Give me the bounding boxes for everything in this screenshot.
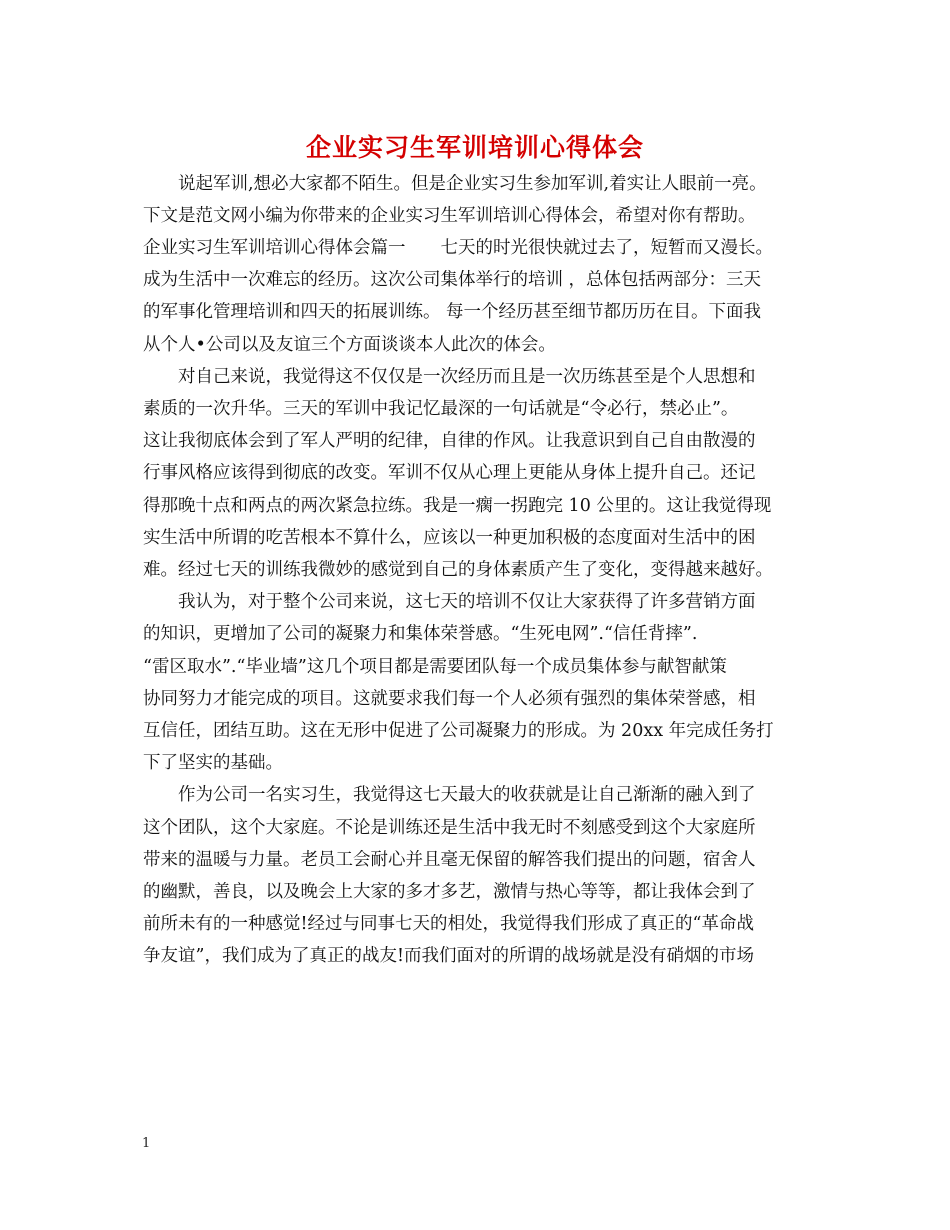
text-line: 下了坚实的基础。 [143, 753, 283, 773]
text-line: 我认为，对于整个公司来说，这七天的培训不仅让大家获得了许多营销方面 [178, 592, 756, 612]
text-line: 得那晚十点和两点的两次紧急拉练。我是一瘸一拐跑完 10 公里的。这让我觉得现 [143, 496, 772, 516]
text-line: 带来的温暖与力量。老员工会耐心并且毫无保留的解答我们提出的问题，宿舍人 [143, 850, 756, 870]
text-line: 对自己来说，我觉得这不仅仅是一次经历而且是一次历练甚至是个人思想和 [178, 367, 756, 387]
text-line: 互信任，团结互助。这在无形中促进了公司凝聚力的形成。为 20xx 年完成任务打 [143, 721, 774, 741]
text-line: 前所未有的一种感觉!经过与同事七天的相处，我觉得我们形成了真正的“革命战 [143, 914, 754, 934]
text-line: 的知识，更增加了公司的凝聚力和集体荣誉感。“生死电网”.“信任背摔”. [143, 624, 698, 644]
text-line: 的军事化管理培训和四天的拓展训练。 每一个经历甚至细节都历历在目。下面我 [143, 302, 762, 322]
text-line: 成为生活中一次难忘的经历。这次公司集体举行的培训 ，总体包括两部分：三天 [143, 270, 762, 290]
text-line: 这让我彻底体会到了军人严明的纪律，自律的作风。让我意识到自己自由散漫的 [143, 431, 756, 451]
document-title: 企业实习生军训培训心得体会 [305, 133, 644, 162]
text-line: 协同努力才能完成的项目。这就要求我们每一个人必须有强烈的集体荣誉感，相 [143, 689, 756, 709]
text-line: 的幽默，善良，以及晚会上大家的多才多艺，激情与热心等等，都让我体会到了 [143, 882, 756, 902]
text-line: 下文是范文网小编为你带来的企业实习生军训培训心得体会，希望对你有帮助。 [143, 206, 756, 226]
text-line: 作为公司一名实习生，我觉得这七天最大的收获就是让自己渐渐的融入到了 [178, 785, 756, 805]
text-line: 说起军训,想必大家都不陌生。但是企业实习生参加军训,着实让人眼前一亮。 [178, 174, 767, 194]
text-line: 争友谊”，我们成为了真正的战友!而我们面对的所谓的战场就是没有硝烟的市场 [143, 946, 754, 966]
text-line: 从个人•公司以及友谊三个方面谈谈本人此次的体会。 [143, 335, 556, 355]
text-line: 这个团队，这个大家庭。不论是训练还是生活中我无时不刻感受到这个大家庭所 [143, 818, 756, 838]
text-line: 企业实习生军训培训心得体会篇一 七天的时光很快就过去了，短暂而又漫长。 [143, 238, 773, 258]
page-number: 1 [142, 1136, 151, 1151]
text-line: “雷区取水”.“毕业墙”这几个项目都是需要团队每一个成员集体参与献智献策 [143, 657, 727, 677]
text-line: 难。经过七天的训练我微妙的感觉到自己的身体素质产生了变化，变得越来越好。 [143, 560, 773, 580]
text-line: 素质的一次升华。三天的军训中我记忆最深的一句话就是“令必行，禁必止”。 [143, 399, 739, 419]
text-line: 实生活中所谓的吃苦根本不算什么，应该以一种更加积极的态度面对生活中的困 [143, 528, 756, 548]
text-line: 行事风格应该得到彻底的改变。军训不仅从心理上更能从身体上提升自己。还记 [143, 463, 756, 483]
